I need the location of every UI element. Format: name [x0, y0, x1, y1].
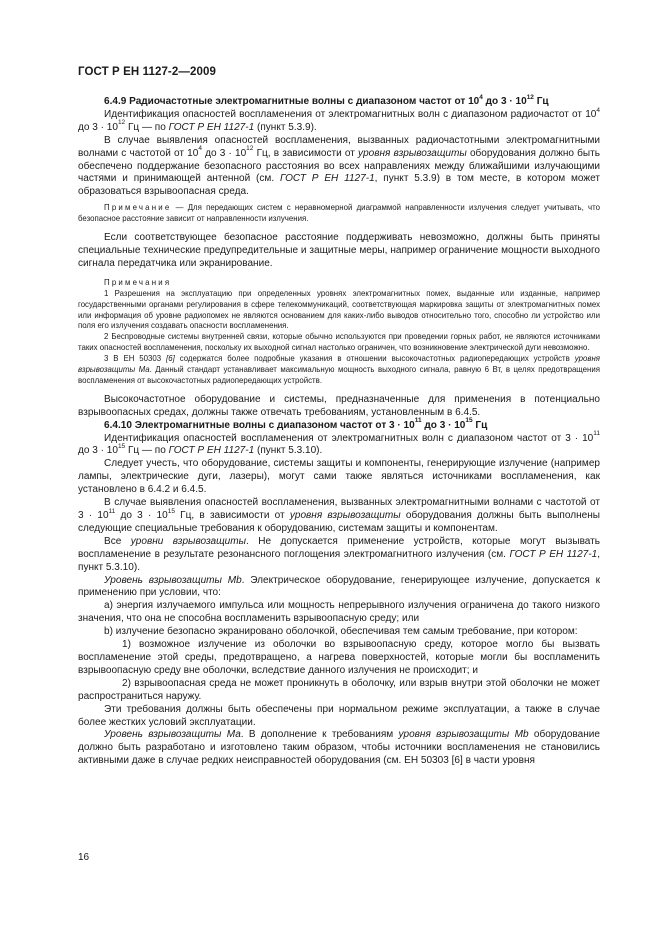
text-run: уровня взрывозащиты: [358, 147, 467, 159]
text-run: , пункт 5.3.9) в том месте, в котором может образоваться взрывоопасная среда.: [78, 173, 600, 198]
paragraph: [78, 729, 600, 768]
text-run: 11: [108, 507, 116, 515]
note-paragraph: [78, 203, 600, 225]
text-run: 15: [465, 417, 473, 425]
text-run: уровня взрывозащиты: [289, 510, 401, 521]
paragraph: [78, 678, 600, 704]
text-run: 4: [198, 145, 202, 153]
running-header: ГОСТ Р ЕН 1127-2—2009: [78, 66, 216, 78]
text-run: уровни взрывозащиты: [130, 535, 246, 547]
paragraph: [78, 232, 600, 271]
text-run: . В дополнение к требованиям: [240, 729, 399, 741]
text-run: 4: [479, 93, 483, 101]
text-run: ГОСТ Р ЕН 1127-1: [279, 173, 375, 185]
paragraph: [78, 704, 600, 730]
text-run: до 3 · 10: [115, 510, 168, 521]
page-number: 16: [78, 852, 90, 863]
text-run: Уровень взрывозащиты Ма: [104, 729, 241, 741]
paragraph: [78, 575, 600, 601]
note-paragraph: [78, 332, 600, 354]
text-run: содержатся более подробные указания в отношении высокочастотных радиопередающих устройств: [174, 354, 575, 364]
text-run: Примечания: [104, 277, 172, 287]
text-run: уровня взрывозащиты Mb: [398, 729, 529, 741]
text-run: Гц — по: [125, 445, 169, 457]
text-run: 4: [596, 106, 600, 114]
text-run: оборудование должно быть разработано и изготовлено таким образом, чтобы источники воспламенения не становились активными даже в случае редких неисправностей оборудования (см. ЕН 50303 [6] в части уровня: [78, 729, 600, 767]
text-run: 15: [167, 507, 175, 515]
text-run: (пункт 5.3.9).: [254, 121, 317, 133]
text-run: до 3 · 10: [421, 419, 466, 431]
text-run: 12: [526, 93, 534, 101]
text-run: Все: [104, 535, 131, 547]
text-run: Примечание: [104, 203, 172, 213]
spacer: [78, 387, 600, 394]
section-heading: [78, 417, 600, 433]
text-run: [6]: [166, 354, 175, 364]
paragraph: [78, 106, 600, 135]
paragraph: [78, 639, 600, 678]
text-run: 1 Разрешения на эксплуатацию при определенных уровнях электромагнитных помех, выданные или изданные, например государственными органами регулирования в сфере телекоммуникаций, соответствующая маркировка защиты от электромагнитных помех или информация об уровне радиопомех не являются основанием для каких-либо выводов относительно того, способно ли устройство или поля его излучения создавать опасности воспламенения.: [78, 288, 600, 331]
text-run: . Не допускается применение устройств, которые могут вызывать воспламенение в результате резонансного поглощения электромагнитного излучения (см.: [78, 535, 601, 560]
text-run: Гц: [533, 96, 549, 107]
text-run: . Данный стандарт устанавливает максимальную мощность выходного сигнала, равную 6 Вт, в целях предотвращения воспламенения от высокочастотных радиопередающих устройств.: [78, 365, 600, 385]
text-run: Уровень взрывозащиты Mb: [104, 574, 242, 586]
text-run: ГОСТ Р ЕН 1127-1: [168, 445, 255, 457]
text-run: — Для передающих систем с неравномерной диаграммой направленности излучения следует учитывать, что безопасное расстояние зависит от направленности излучения.: [78, 203, 600, 224]
text-run: 11: [414, 417, 422, 425]
text-run: оборудования должно быть обеспечено поддержание безопасного расстояния во всех направлениях между ближайшими излучающими частями и принимающей антенной (см.: [78, 147, 600, 185]
text-run: ГОСТ Р ЕН 1127-1: [168, 121, 255, 133]
text-run: а) энергия излучаемого импульса или мощность непрерывного излучения ограничена до такого низкого значения, что она не способна воспламенить взрывоопасную среду; или: [78, 600, 600, 625]
text-run: 15: [117, 443, 126, 451]
text-run: В случае выявления опасностей воспламенения, вызванных электромагнитными волнами с частотой от 3 · 10: [78, 497, 600, 521]
text-run: до 3 · 10: [78, 121, 118, 133]
text-run: 12: [117, 119, 126, 127]
text-run: b) излучение безопасно экранировано оболочкой, обеспечивая тем самым требование, при котором:: [104, 626, 578, 638]
text-run: Гц: [472, 419, 488, 431]
note-paragraph: [78, 354, 600, 387]
note-paragraph: [78, 278, 600, 289]
spacer: [78, 271, 600, 278]
note-paragraph: [78, 289, 600, 333]
text-run: Гц — по: [125, 121, 169, 133]
paragraph: [78, 600, 600, 626]
text-run: 3 В ЕН 50303: [104, 354, 167, 364]
text-run: до 3 · 10: [482, 96, 527, 107]
text-run: В случае выявления опасностей воспламенения, вызванных радиочастотными электромагнитными волнами с частотой от 10: [78, 134, 600, 159]
text-run: 11: [593, 430, 600, 438]
body-text: [78, 93, 601, 768]
text-run: 6.4.9 Радиочастотные электромагнитные волны с диапазоном частот от 10: [104, 96, 480, 107]
spacer: [78, 225, 600, 232]
text-run: 2 Беспроводные системы внутренней связи, которые обычно используются при проведении горных работ, не являются источниками таких опасностей воспламенения, поскольку их выходной сигнал настолько ограничен, что возникновение электрической дуги невозможно.: [78, 332, 600, 353]
paragraph: [78, 430, 600, 459]
text-run: , пункт 5.3.10).: [78, 548, 600, 573]
paragraph: [78, 135, 600, 200]
text-run: Гц, в зависимости от: [174, 510, 290, 521]
text-run: ГОСТ Р ЕН 1127-1: [509, 548, 598, 560]
text-run: (пункт 5.3.10).: [254, 445, 323, 457]
paragraph: [78, 394, 600, 420]
paragraph: [78, 497, 600, 536]
text-run: Высокочастотное оборудование и системы, предназначенные для применения в потенциально взрывоопасных средах, должны также отвечать требованиям, установленным в 6.4.5.: [78, 393, 600, 418]
text-run: Следует учесть, что оборудование, системы защиты и компоненты, генерирующие излучение (например лампы, электрические дуги, лазеры), могут сами также являться источниками воспламенения, как установлено в 6.4.2 и 6.4.5.: [78, 458, 600, 496]
text-run: 6.4.10 Электромагнитные волны с диапазоном частот от 3 · 10: [104, 419, 415, 431]
text-run: Идентификация опасностей воспламенения от электромагнитных волн с диапазоном радиочастот от 10: [104, 108, 597, 120]
text-run: . Электрическое оборудование, генерирующее излучение, допускается к применению при условии, что:: [78, 574, 600, 599]
text-run: Идентификация опасностей воспламенения от электромагнитных волн с диапазоном частот от 3 · 10: [104, 432, 594, 444]
text-run: до 3 · 10: [201, 147, 247, 159]
section-heading: [78, 93, 600, 109]
text-run: Эти требования должны быть обеспечены при нормальном режиме эксплуатации, а также в случае более жестких условий эксплуатации.: [78, 703, 600, 728]
text-run: 1) возможное излучение из оболочки во взрывоопасную среду, которое могло бы вызвать воспламенение этой среды, предотвращено, а нагрева поверхностей, которые могли бы воспламенить взрывоопасную среду вне оболочки, вследствие данного излучения не происходит; и: [78, 639, 600, 676]
text-run: 2) взрывоопасная среда не может проникнуть в оболочку, или взрыв внутри этой оболочки не может распространиться наружу.: [78, 677, 600, 702]
text-run: оборудования должны быть выполнены следующие специальные требования к оборудованию, системам защиты и компонентам.: [78, 510, 600, 534]
text-run: уровня взрывозащиты Ма: [78, 354, 600, 375]
text-run: Если соответствующее безопасное расстояние поддерживать невозможно, должны быть приняты специальные технические предупредительные и защитные меры, например ограничение мощности выходного сигнала передатчика или экранирование.: [78, 232, 600, 269]
paragraph: [78, 626, 600, 639]
paragraph: [78, 536, 600, 575]
paragraph: [78, 458, 600, 497]
text-run: 12: [246, 145, 254, 153]
text-run: Гц, в зависимости от: [253, 147, 359, 159]
text-run: до 3 · 10: [78, 445, 118, 457]
